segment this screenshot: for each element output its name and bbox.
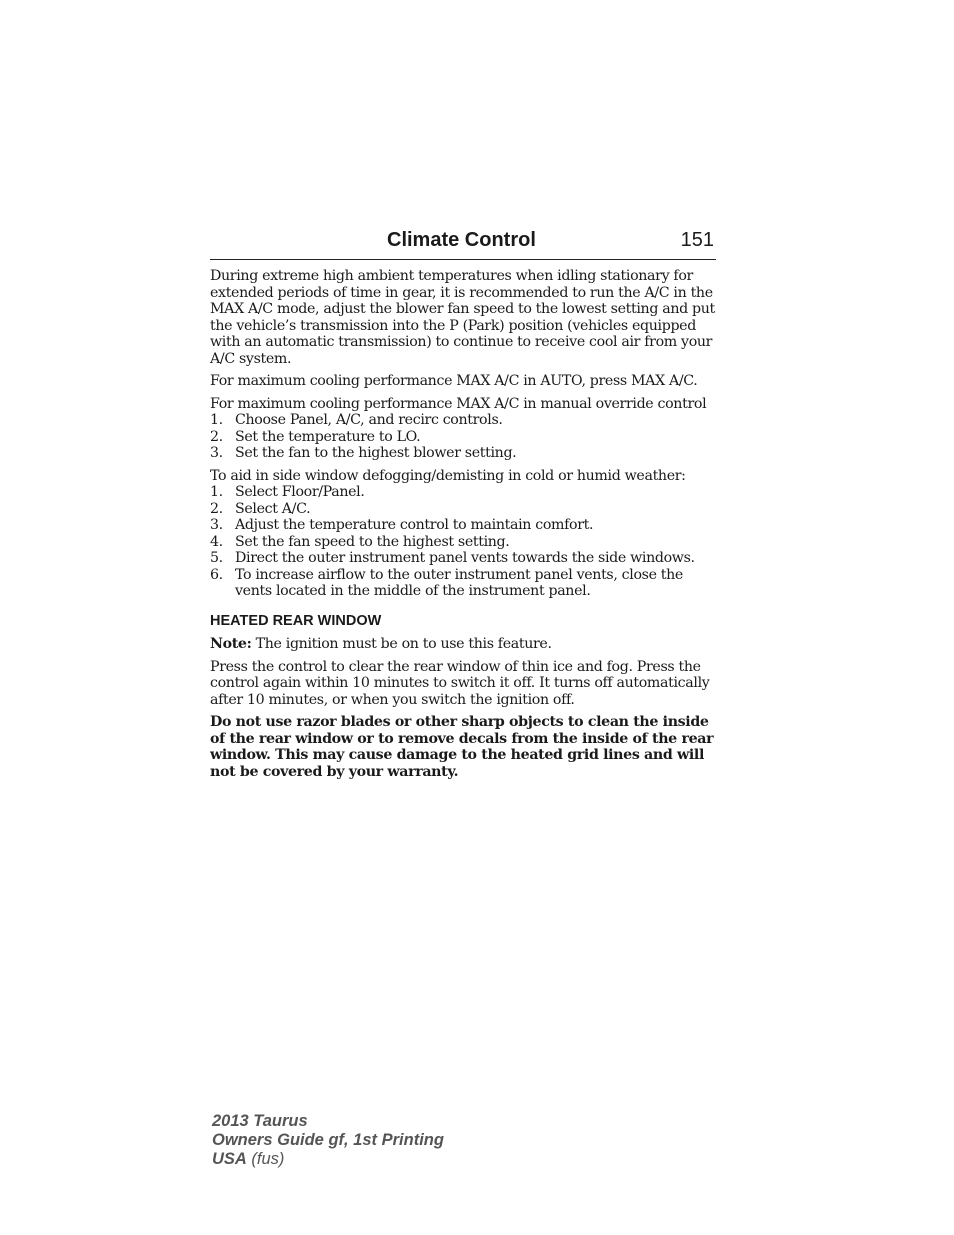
note-label: Note: (210, 636, 252, 652)
list-max-ac-steps (210, 412, 718, 462)
paragraph-idling: During extreme high ambient temperatures when idling stationary for extended periods of time in gear, it is recommended to run the A/C in the MAX A/C mode, adjust the blower fan speed to the lowest setting and put the vehicle’s transmission into the P (Park) position (vehicles equipped with an automatic transmission) to continue to receive cool air from your A/C system. (210, 268, 715, 367)
footer-guide: Owners Guide gf, 1st Printing (212, 1131, 444, 1149)
page-content (210, 268, 718, 786)
list-item: 3. Set the fan to the highest blower setting. (210, 445, 517, 461)
page-number: 151 (680, 229, 714, 251)
page-header (210, 229, 716, 260)
list-item: 2. Select A/C. (210, 500, 311, 517)
list-item: 4. Set the fan speed to the highest setting. (210, 533, 510, 550)
paragraph-max-ac-manual: For maximum cooling performance MAX A/C in manual override control (210, 395, 707, 412)
page-title: Climate Control (387, 229, 536, 251)
list-item: 5. Direct the outer instrument panel vents towards the side windows. (210, 550, 695, 566)
page-footer (212, 1112, 444, 1169)
warning-paragraph: Do not use razor blades or other sharp objects to clean the inside of the rear window or to remove decals from the inside of the rear window. This may cause damage to the heated grid lines and will not be covered by your warranty. (210, 714, 714, 780)
footer-model: 2013 Taurus (212, 1112, 308, 1130)
note-paragraph (210, 636, 718, 653)
list-item: 1. Select Floor/Panel. (210, 484, 365, 500)
list-defog-steps (210, 484, 718, 600)
list-item: 2. Set the temperature to LO. (210, 428, 421, 445)
paragraph-heated-window-body: Press the control to clear the rear window of thin ice and fog. Press the control again within 10 minutes to switch it off. It turns off automatically after 10 minutes, or when you switch the ignition off. (210, 658, 710, 708)
list-item: 6. To increase airflow to the outer instrument panel vents, close the vents located in the middle of the instrument panel. (210, 566, 683, 599)
note-text: The ignition must be on to use this feature. (251, 636, 552, 652)
paragraph-defog: To aid in side window defogging/demisting in cold or humid weather: (210, 467, 686, 484)
footer-region: USA (fus) (212, 1150, 285, 1168)
list-item: 3. Adjust the temperature control to maintain comfort. (210, 517, 594, 533)
paragraph-max-ac-auto: For maximum cooling performance MAX A/C in AUTO, press MAX A/C. (210, 373, 698, 389)
list-item: 1. Choose Panel, A/C, and recirc controls. (210, 412, 503, 428)
section-heading-heated-rear-window: HEATED REAR WINDOW (210, 612, 382, 629)
